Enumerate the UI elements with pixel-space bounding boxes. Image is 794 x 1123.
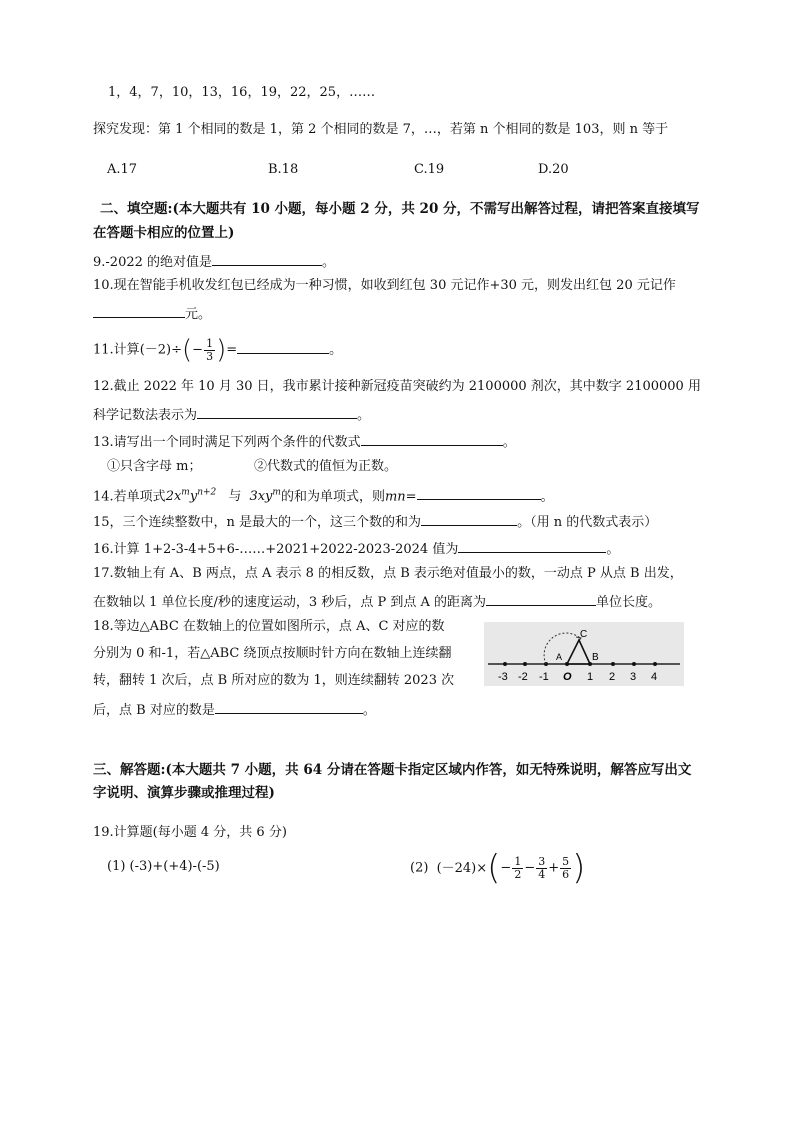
open-paren-icon: ( bbox=[487, 848, 501, 888]
q18-number-line-figure bbox=[484, 622, 684, 686]
q10-end: 元。 bbox=[185, 307, 212, 322]
q13-text: 13.请写出一个同时满足下列两个条件的代数式 bbox=[93, 435, 361, 450]
section2-header-line1: 二、填空题:(本大题共有 10 小题，每小题 2 分，共 20 分，不需写出解答过程，请把答案直接填写 bbox=[100, 201, 700, 217]
tick-point bbox=[632, 662, 636, 666]
q19-part2-a: (－24)× bbox=[436, 860, 488, 876]
q8-stem: 探究发现：第 1 个相同的数是 1，第 2 个相同的数是 7，…，若第 n 个相同的数是 103，则 n 等于 bbox=[93, 122, 669, 137]
q14-prefix: 14.若单项式 bbox=[93, 489, 166, 505]
q17-text: 在数轴以 1 单位长度/秒的速度运动，3 秒后，点 P 到点 A 的距离为 bbox=[93, 595, 486, 610]
tick-point bbox=[523, 662, 527, 666]
q13-line1 bbox=[93, 431, 516, 452]
tick-label: -2 bbox=[518, 671, 528, 683]
q10-answer-blank[interactable] bbox=[93, 303, 185, 318]
sequence-line: 1，4，7，10，13，16，19，22，25，…… bbox=[108, 85, 376, 100]
q14-answer-blank[interactable] bbox=[417, 485, 541, 500]
label-c: C bbox=[580, 629, 588, 640]
q8-option-d: D.20 bbox=[538, 162, 569, 177]
section3-header-line2: 字说明、演算步骤或推理过程) bbox=[93, 785, 275, 801]
q14 bbox=[93, 484, 554, 506]
q18-line3: 转，翻转 1 次后，点 B 所对应的数为 1，则连续翻转 2023 次 bbox=[93, 673, 455, 688]
q12-end: 。 bbox=[357, 408, 371, 423]
q19-part2: (2) (－24)×(− $\frac{1}{2}$ − $\frac{3}{4}$ + $\frac{5}{6}$ ) bbox=[410, 848, 586, 888]
q14-eq: = bbox=[405, 489, 417, 505]
q9 bbox=[93, 251, 335, 272]
q18-end: 。 bbox=[362, 703, 376, 718]
q14-term2: $3xy^m$ bbox=[249, 488, 281, 505]
q12-line2 bbox=[93, 404, 370, 425]
q19-fraction-3 bbox=[560, 856, 571, 881]
q8-option-a: A.17 bbox=[107, 162, 138, 177]
q15-end: 。（用 n 的代数式表示） bbox=[517, 515, 658, 530]
q12-text: 科学记数法表示为 bbox=[93, 408, 198, 423]
close-paren-icon: ) bbox=[572, 848, 586, 888]
label-b: B bbox=[592, 652, 599, 663]
q16-answer-blank[interactable] bbox=[458, 538, 606, 553]
q17-answer-blank[interactable] bbox=[486, 591, 596, 606]
tick-label: -1 bbox=[539, 671, 549, 683]
close-paren-icon: ) bbox=[216, 335, 227, 365]
q9-end: 。 bbox=[322, 255, 336, 270]
q19-fraction-1 bbox=[512, 856, 523, 881]
q19-f2-num: 3 bbox=[538, 854, 546, 868]
q13-answer-blank[interactable] bbox=[361, 431, 503, 446]
q19-f3-num: 5 bbox=[562, 854, 570, 868]
label-a: A bbox=[556, 652, 563, 662]
q18-line4 bbox=[93, 699, 376, 720]
q18-text: 后，点 B 对应的数是 bbox=[93, 703, 215, 718]
q11: 11.计算(－2)÷(− $\frac{1}{3}$ )= 。 bbox=[93, 335, 343, 365]
q14-end: 。 bbox=[540, 489, 554, 505]
q19-f1-den: 2 bbox=[514, 867, 522, 881]
q9-text: 9.-2022 的绝对值是 bbox=[93, 255, 213, 270]
q13-condition-2: ②代数式的值恒为正数。 bbox=[254, 459, 398, 474]
q9-answer-blank[interactable] bbox=[212, 251, 322, 266]
q16-text: 16.计算 1+2-3-4+5+6-……+2021+2022-2023-2024 值为 bbox=[93, 542, 459, 557]
q17-line2 bbox=[93, 591, 661, 612]
q14-suffix: 的和为单项式，则 bbox=[280, 489, 385, 505]
q15-text: 15，三个连续整数中，n 是最大的一个，这三个数的和为 bbox=[93, 515, 422, 530]
q13-end: 。 bbox=[502, 435, 516, 450]
q18-line1: 18.等边△ABC 在数轴上的位置如图所示，点 A、C 对应的数 bbox=[93, 619, 445, 634]
q19-part1: (1) (-3)+(+4)-(-5) bbox=[107, 859, 220, 874]
q14-term1: $2x^my^{n+2}$ bbox=[165, 488, 217, 505]
q13-condition-1: ①只含字母 m； bbox=[107, 459, 202, 474]
q19-fraction-2 bbox=[536, 856, 547, 881]
q15-answer-blank[interactable] bbox=[421, 511, 517, 526]
q16 bbox=[93, 538, 619, 559]
q17-line1: 17.数轴上有 A、B 两点，点 A 表示 8 的相反数，点 B 表示绝对值最小的数，一动点 P 从点 B 出发， bbox=[93, 566, 683, 581]
q11-prefix: 11.计算 bbox=[93, 342, 140, 358]
tick-label: 3 bbox=[630, 671, 637, 683]
q14-mid: 与 bbox=[228, 489, 242, 505]
tick-label: 4 bbox=[651, 671, 658, 683]
q18-line2: 分别为 0 和-1，若△ABC 绕顶点按顺时针方向在数轴上连续翻 bbox=[93, 646, 452, 661]
q19-f1-num: 1 bbox=[514, 854, 522, 868]
q19-part2-label: (2) bbox=[410, 860, 429, 876]
tick-label: -3 bbox=[498, 671, 508, 683]
q11-numerator: 1 bbox=[206, 336, 214, 350]
tick-point bbox=[653, 662, 657, 666]
tick-label: 2 bbox=[609, 671, 616, 683]
q11-eq: = bbox=[226, 342, 238, 358]
q16-end: 。 bbox=[606, 542, 620, 557]
q19-f2-den: 4 bbox=[538, 867, 546, 881]
q8-option-b: B.18 bbox=[268, 162, 299, 177]
q8-option-c: C.19 bbox=[414, 162, 445, 177]
q15 bbox=[93, 511, 657, 532]
tick-point bbox=[503, 662, 507, 666]
section2-header-line2: 在答题卡相应的位置上) bbox=[93, 225, 235, 241]
q14-mn: mn bbox=[384, 489, 406, 505]
q11-fraction bbox=[204, 338, 215, 363]
q11-a: (－2)÷ bbox=[139, 342, 182, 358]
q11-answer-blank[interactable] bbox=[237, 339, 329, 354]
q19-f3-den: 6 bbox=[562, 867, 570, 881]
q10-line2 bbox=[93, 303, 211, 324]
tick-point bbox=[611, 662, 615, 666]
q17-end: 单位长度。 bbox=[595, 595, 661, 610]
tick-label: O bbox=[563, 671, 572, 683]
q18-answer-blank[interactable] bbox=[215, 699, 363, 714]
tick-label: 1 bbox=[587, 671, 594, 683]
q11-denominator: 3 bbox=[206, 349, 214, 363]
q10-line1: 10.现在智能手机收发红包已经成为一种习惯，如收到红包 30 元记作+30 元，则发出红包 20 元记作 bbox=[93, 278, 676, 293]
q12-answer-blank[interactable] bbox=[197, 404, 357, 419]
q19-title: 19.计算题(每小题 4 分，共 6 分) bbox=[93, 825, 287, 840]
q11-end: 。 bbox=[329, 342, 343, 358]
open-paren-icon: ( bbox=[182, 335, 193, 365]
section3-header-line1: 三、解答题:(本大题共 7 小题，共 64 分请在答题卡指定区域内作答，如无特殊说明，解答应写出文 bbox=[93, 762, 692, 778]
q12-line1: 12.截止 2022 年 10 月 30 日，我市累计接种新冠疫苗突破约为 2100000 剂次，其中数字 2100000 用 bbox=[93, 379, 701, 394]
